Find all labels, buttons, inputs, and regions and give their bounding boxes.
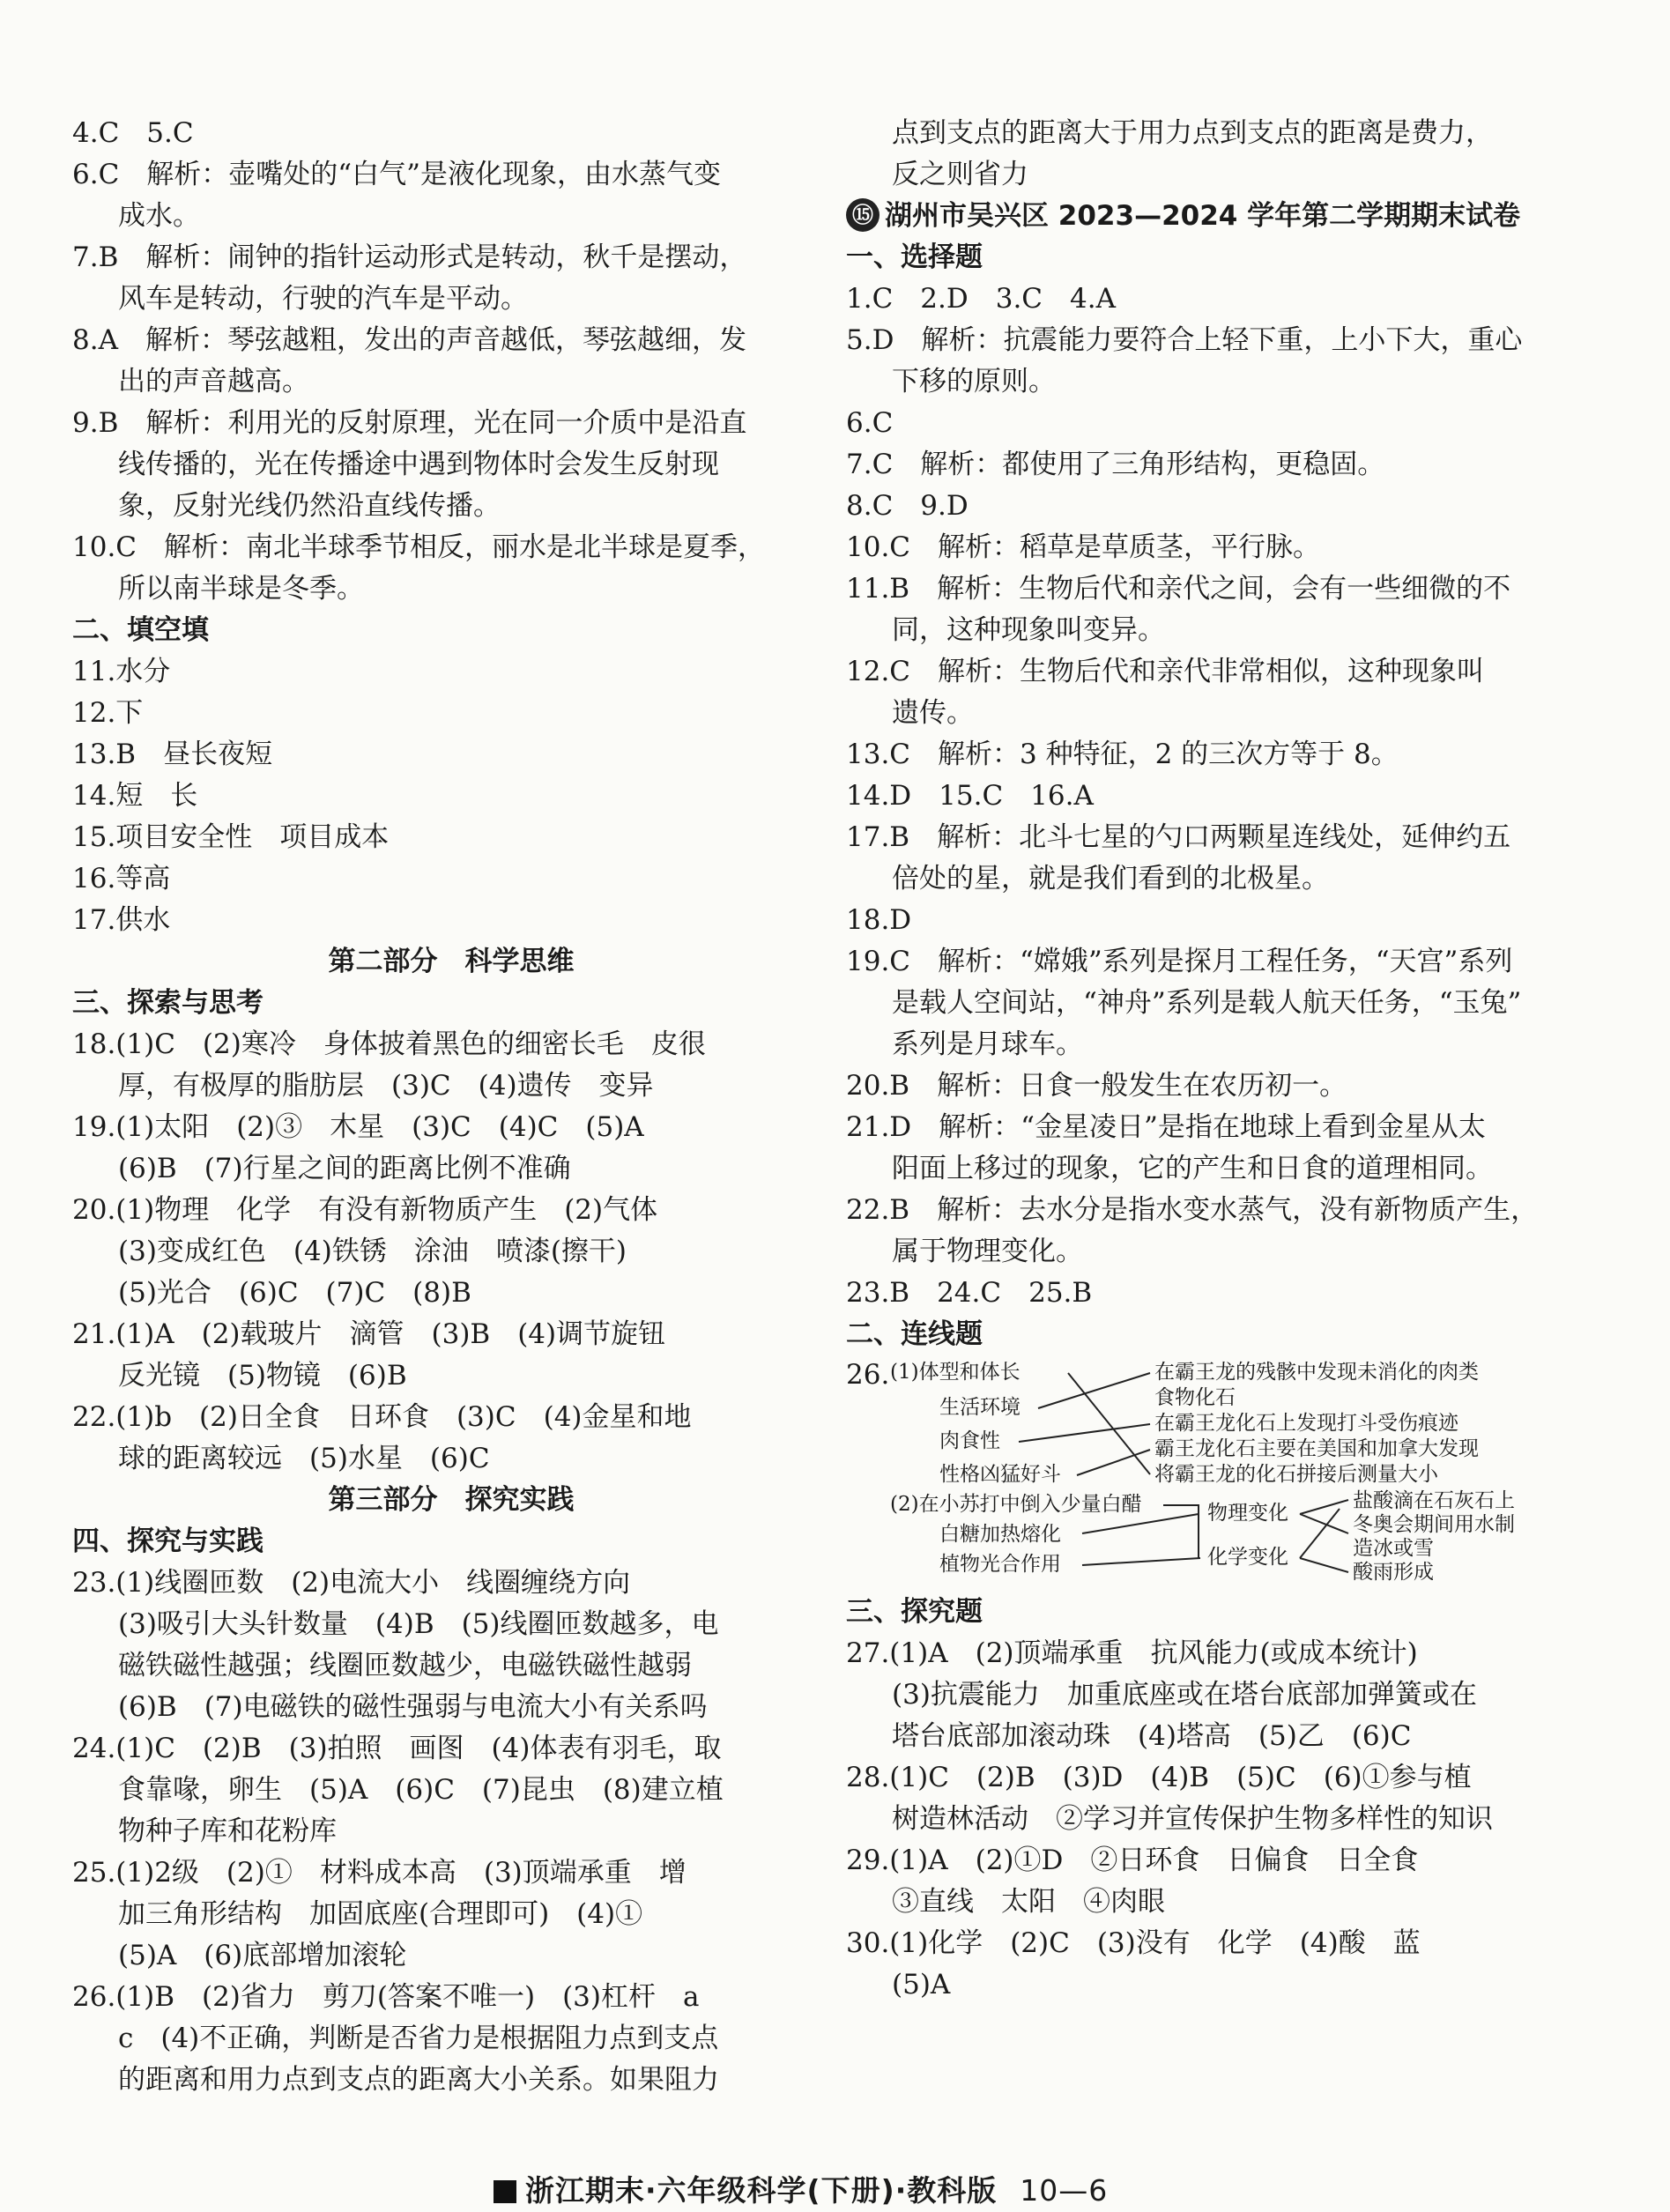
answer-line: 28.(1)C (2)B (3)D (4)B (5)C (6)①参与植 xyxy=(846,1762,1472,1793)
answer-line: 16.等高 xyxy=(72,863,171,894)
answer-line: 6.C 解析：壶嘴处的“白气”是液化现象，由水蒸气变 xyxy=(72,159,721,190)
answer-line: 17.B 解析：北斗七星的勺口两颗星连线处，延伸约五 xyxy=(846,821,1511,853)
answer-line: 7.B 解析：闹钟的指针运动形式是转动，秋千是摆动， xyxy=(72,241,747,273)
answer-line: 球的距离较远 (5)水星 (6)C xyxy=(118,1443,490,1474)
answer-line: 食靠喙，卵生 (5)A (6)C (7)昆虫 (8)建立植 xyxy=(118,1774,724,1806)
answer-line: 18.D xyxy=(846,904,912,936)
match-right-item: 在霸王龙化石上发现打斗受伤痕迹 xyxy=(1154,1412,1458,1435)
answer-line: 17.供水 xyxy=(72,904,171,936)
answer-line: 11.水分 xyxy=(72,656,171,687)
answer-line: 20.(1)物理 化学 有没有新物质产生 (2)气体 xyxy=(72,1194,658,1226)
answer-line: 14.短 长 xyxy=(72,780,198,812)
exam-title-text: 湖州市吴兴区 2023—2024 学年第二学期期末试卷 xyxy=(885,200,1521,232)
answer-line: 树造林活动 ②学习并宣传保护生物多样性的知识 xyxy=(892,1803,1493,1835)
answer-line: 加三角形结构 加固底座(合理即可) (4)① xyxy=(118,1898,643,1930)
answer-line: c (4)不正确，判断是否省力是根据阻力点到支点 xyxy=(118,2023,719,2054)
answer-line: 18.(1)C (2)寒冷 身体披着黑色的细密长毛 皮很 xyxy=(72,1028,706,1060)
answer-line: 19.C 解析：“嫦娥”系列是探月工程任务，“天宫”系列 xyxy=(846,946,1513,977)
section-heading: 四、探究与实践 xyxy=(72,1525,263,1557)
section-heading: 一、选择题 xyxy=(846,241,983,273)
answer-line: 下移的原则。 xyxy=(892,366,1056,397)
answer-line: 12.C 解析：生物后代和亲代非常相似，这种现象叫 xyxy=(846,656,1485,687)
answer-line: 8.A 解析：琴弦越粗，发出的声音越低，琴弦越细，发 xyxy=(72,324,746,356)
answer-line: 22.(1)b (2)日全食 日环食 (3)C (4)金星和地 xyxy=(72,1401,692,1433)
answer-line: 29.(1)A (2)①D ②日环食 日偏食 日全食 xyxy=(846,1845,1419,1876)
answer-line: 反之则省力 xyxy=(892,159,1028,190)
answer-line: 20.B 解析：日食一般发生在农历初一。 xyxy=(846,1070,1347,1102)
answer-line: 24.(1)C (2)B (3)拍照 画图 (4)体表有羽毛，取 xyxy=(72,1733,722,1764)
question-number: 26. xyxy=(846,1359,890,1391)
answer-line: 23.B 24.C 25.B xyxy=(846,1277,1093,1309)
matching-diagram-1 xyxy=(846,1355,1564,1488)
answer-line: (5)A (6)底部增加滚轮 xyxy=(118,1940,407,1971)
answer-line: 25.(1)2级 (2)① 材料成本高 (3)顶端承重 增 xyxy=(72,1857,687,1889)
section-heading: 二、填空填 xyxy=(72,614,209,646)
answer-line: 塔台底部加滚动珠 (4)塔高 (5)乙 (6)C xyxy=(892,1720,1412,1752)
match-right-item: 在霸王龙的残骸中发现未消化的肉类 xyxy=(1154,1361,1479,1384)
exam-title xyxy=(846,196,1564,237)
exam-number-badge: ⑮ xyxy=(846,198,880,232)
match-right-item: 酸雨形成 xyxy=(1353,1561,1434,1584)
match-left-item: (2)在小苏打中倒入少量白醋 xyxy=(890,1493,1142,1516)
answer-line: 物种子库和花粉库 xyxy=(118,1815,337,1847)
footer-title: 浙江期末·六年级科学(下册)·教科版 xyxy=(525,2173,998,2208)
answer-line: 27.(1)A (2)顶端承重 抗风能力(或成本统计) xyxy=(846,1637,1418,1669)
answer-line: 系列是月球车。 xyxy=(892,1028,1083,1060)
answer-line: (6)B (7)行星之间的距离比例不准确 xyxy=(118,1153,571,1184)
answer-line: 属于物理变化。 xyxy=(892,1236,1083,1267)
answer-line: 风车是转动，行驶的汽车是平动。 xyxy=(118,283,528,315)
answer-line: 反光镜 (5)物镜 (6)B xyxy=(118,1360,407,1392)
answer-line: 遗传。 xyxy=(892,697,974,729)
part-heading: 第三部分 探究实践 xyxy=(328,1484,575,1516)
answer-line: 同，这种现象叫变异。 xyxy=(892,614,1165,646)
matching-diagram-2 xyxy=(846,1488,1564,1592)
answer-line: 阳面上移过的现象，它的产生和日食的道理相同。 xyxy=(892,1153,1493,1184)
answer-line: 11.B 解析：生物后代和亲代之间，会有一些细微的不 xyxy=(846,573,1511,605)
answer-line: (3)变成红色 (4)铁锈 涂油 喷漆(擦干) xyxy=(118,1236,627,1267)
answer-line: 所以南半球是冬季。 xyxy=(118,573,364,605)
answer-line: 21.D 解析：“金星凌日”是指在地球上看到金星从太 xyxy=(846,1111,1486,1143)
match-right-item: 食物化石 xyxy=(1154,1386,1236,1409)
match-lines xyxy=(846,1488,1357,1592)
answer-line: 是载人空间站，“神舟”系列是载人航天任务，“玉兔” xyxy=(892,987,1522,1019)
answer-line: 14.D 15.C 16.A xyxy=(846,780,1094,812)
answer-line: ③直线 太阳 ④肉眼 xyxy=(892,1886,1165,1918)
answer-line: 成水。 xyxy=(118,200,200,232)
match-right-item: 将霸王龙的化石拼接后测量大小 xyxy=(1154,1463,1438,1486)
answer-line: 4.C 5.C xyxy=(72,117,194,149)
match-left-item: 白糖加热熔化 xyxy=(939,1523,1061,1546)
match-lines xyxy=(846,1355,1163,1488)
answer-line: 倍处的星，就是我们看到的北极星。 xyxy=(892,863,1329,894)
match-right-item: 造冰或雪 xyxy=(1353,1537,1434,1560)
right-column xyxy=(846,113,1564,2006)
answer-line: 19.(1)太阳 (2)③ 木星 (3)C (4)C (5)A xyxy=(72,1111,644,1143)
square-icon xyxy=(494,2180,516,2203)
match-left-item: (1)体型和体长 xyxy=(890,1361,1021,1384)
match-left-item: 生活环境 xyxy=(939,1396,1021,1419)
match-left-item: 植物光合作用 xyxy=(939,1553,1061,1576)
answer-line: 9.B 解析：利用光的反射原理，光在同一介质中是沿直 xyxy=(72,407,747,439)
page-number: 10—6 xyxy=(1020,2173,1109,2208)
section-heading: 二、连线题 xyxy=(846,1318,983,1350)
answer-line: 8.C 9.D xyxy=(846,490,969,522)
answer-line: (3)抗震能力 加重底座或在塔台底部加弹簧或在 xyxy=(892,1679,1477,1711)
match-left-item: 肉食性 xyxy=(939,1429,1000,1452)
answer-line: 10.C 解析：稻草是草质茎，平行脉。 xyxy=(846,531,1321,563)
match-left-item: 性格凶猛好斗 xyxy=(939,1463,1061,1486)
page-footer xyxy=(494,2168,1108,2209)
answer-line: 的距离和用力点到支点的距离大小关系。如果阻力 xyxy=(118,2064,719,2096)
answer-line: (5)A xyxy=(892,1969,951,2000)
answer-line: 厚，有极厚的脂肪层 (3)C (4)遗传 变异 xyxy=(118,1070,654,1102)
answer-line: 13.C 解析：3 种特征，2 的三次方等于 8。 xyxy=(846,739,1399,770)
match-right-item: 冬奥会期间用水制 xyxy=(1353,1513,1515,1536)
answer-line: (5)光合 (6)C (7)C (8)B xyxy=(118,1277,471,1309)
answer-line: 15.项目安全性 项目成本 xyxy=(72,821,390,853)
answer-line: 5.D 解析：抗震能力要符合上轻下重，上小下大，重心 xyxy=(846,324,1523,356)
left-column xyxy=(72,113,777,2101)
answer-line: 出的声音越高。 xyxy=(118,366,309,397)
match-right-item: 盐酸滴在石灰石上 xyxy=(1353,1489,1515,1512)
section-heading: 三、探究题 xyxy=(846,1596,983,1628)
answer-line: 26.(1)B (2)省力 剪刀(答案不唯一) (3)杠杆 a xyxy=(72,1981,700,2013)
answer-line: 7.C 解析：都使用了三角形结构，更稳固。 xyxy=(846,449,1385,480)
part-heading: 第二部分 科学思维 xyxy=(328,946,575,977)
answer-line: 13.B 昼长夜短 xyxy=(72,739,273,770)
answer-line: 22.B 解析：去水分是指水变水蒸气，没有新物质产生， xyxy=(846,1194,1539,1226)
answer-line: 点到支点的距离大于用力点到支点的距离是费力， xyxy=(892,117,1493,149)
match-right-item: 霸王龙化石主要在美国和加拿大发现 xyxy=(1154,1437,1479,1460)
answer-line: 10.C 解析：南北半球季节相反，丽水是北半球是夏季， xyxy=(72,531,766,563)
answer-line: 磁铁磁性越强；线圈匝数越少，电磁铁磁性越弱 xyxy=(118,1650,692,1681)
match-middle-item: 化学变化 xyxy=(1207,1546,1288,1569)
answer-line: 线传播的，光在传播途中遇到物体时会发生反射现 xyxy=(118,449,719,480)
answer-line: (6)B (7)电磁铁的磁性强弱与电流大小有关系吗 xyxy=(118,1691,708,1723)
match-middle-item: 物理变化 xyxy=(1207,1502,1288,1525)
section-heading: 三、探索与思考 xyxy=(72,987,263,1019)
answer-line: 21.(1)A (2)载玻片 滴管 (3)B (4)调节旋钮 xyxy=(72,1318,666,1350)
answer-line: 象，反射光线仍然沿直线传播。 xyxy=(118,490,501,522)
answer-line: (3)吸引大头针数量 (4)B (5)线圈匝数越多，电 xyxy=(118,1608,719,1640)
answer-line: 30.(1)化学 (2)C (3)没有 化学 (4)酸 蓝 xyxy=(846,1927,1421,1959)
answer-line: 1.C 2.D 3.C 4.A xyxy=(846,283,1116,315)
answer-line: 12.下 xyxy=(72,697,144,729)
answer-line: 6.C xyxy=(846,407,894,439)
answer-line: 23.(1)线圈匝数 (2)电流大小 线圈缠绕方向 xyxy=(72,1567,631,1599)
